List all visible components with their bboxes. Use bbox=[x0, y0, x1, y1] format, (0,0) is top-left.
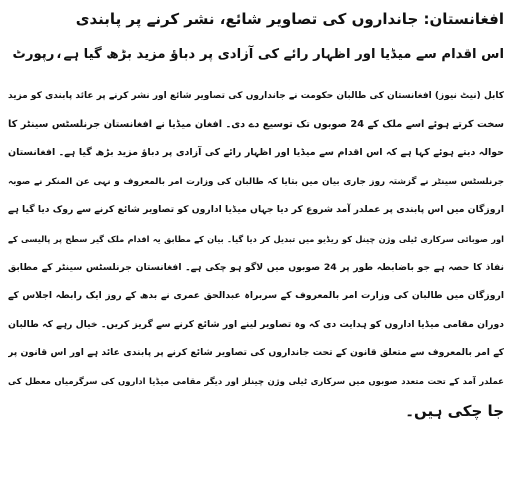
body-line: کابل (نیٹ نیوز) افغانستان کی طالبان حکومت نے جانداروں کی تصاویر شائع اور نشر کرنے پر عائد پابندی کو مزید bbox=[8, 91, 504, 101]
body-line: جا چکی ہیں۔ bbox=[405, 401, 504, 420]
body-line: اروزگان میں طالبان کی وزارت امر بالمعروف کے سربراہ عبدالحق عمری نے بدھ کے روز ایک رابطہ اجلاس کے bbox=[8, 290, 504, 302]
body-line: جرنلسٹس سینٹر نے گزشتہ روز جاری بیان میں بتایا کہ طالبان کی وزارت امر بالمعروف و نہی عن المنکر نے صوبہ bbox=[8, 176, 504, 187]
article-byline: رپورٹ bbox=[12, 47, 55, 62]
subheadline-text: اس اقدام سے میڈیا اور اظہار رائے کی آزادی پر دباؤ مزید بڑھ گیا ہے bbox=[63, 47, 504, 62]
body-line: سخت کرتے ہوئے اسے ملک کے 24 صوبوں تک توسیع دے دی۔ افغان میڈیا نے افغانستان جرنلسٹس سینٹر کا bbox=[8, 118, 504, 130]
subheadline-separator: ، bbox=[56, 47, 62, 62]
body-line: کے امر بالمعروف سے متعلق قانون کے تحت جانداروں کی تصاویر شائع کرنے پر پابندی عائد ہے اور اس قانون پر bbox=[8, 347, 504, 359]
article-headline: افغانستان: جانداروں کی تصاویر شائع، نشر کرنے پر پابندی bbox=[75, 10, 504, 28]
article-body bbox=[8, 82, 504, 425]
article-subheadline bbox=[8, 42, 504, 68]
body-line: حوالہ دیتے ہوئے کہا ہے کہ اس اقدام سے میڈیا اور اظہار رائے کی آزادی پر دباؤ مزید بڑھ گیا ہے۔ افغانستان bbox=[8, 147, 504, 159]
news-article bbox=[8, 6, 504, 425]
body-line: عملدر آمد کے تحت متعدد صوبوں میں سرکاری ٹیلی وژن چینلز اور دیگر مقامی میڈیا اداروں کی سرگرمیاں معطل کی bbox=[8, 376, 504, 387]
body-line: نفاذ کا حصہ ہے جو باضابطہ طور پر 24 صوبوں میں لاگو ہو چکی ہے۔ افغانستان جرنلسٹس سینٹر کے مطابق bbox=[8, 261, 504, 273]
body-line: اروزگان میں اس پابندی پر عملدر آمد شروع کر دیا جہاں میڈیا اداروں کو تصاویر شائع کرنے سے روک دیا گیا ہے bbox=[8, 204, 504, 216]
body-line: دوران مقامی میڈیا اداروں کو ہدایت دی کہ وہ تصاویر لینے اور شائع کرنے سے گریز کریں۔ خیال رہے کہ طالبان bbox=[8, 318, 504, 330]
body-line: اور صوبائی سرکاری ٹیلی وژن چینل کو ریڈیو میں تبدیل کر دیا گیا۔ بیان کے مطابق یہ اقدام ملک گیر سطح پر پالیسی کے bbox=[8, 233, 504, 244]
